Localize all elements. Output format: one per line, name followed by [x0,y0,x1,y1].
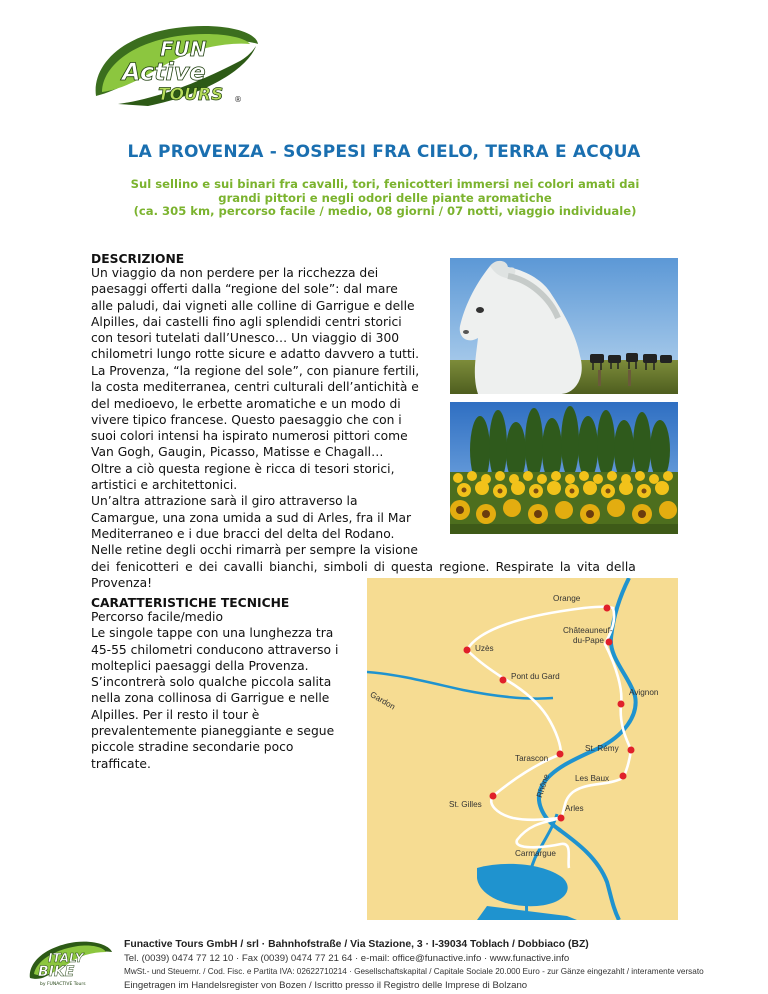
text-line: la costa mediterranea, centri culturali dell’antichità e [91,380,419,395]
text-line: Van Gogh, Gaugin, Picasso, Matisse e Chagall… [91,445,384,460]
svg-text:TOURS: TOURS [158,85,224,105]
map-label-st-remy: St. Rémy [585,744,619,753]
map-label-les-baux: Les Baux [575,774,610,783]
description-paragraph-2 [91,363,439,559]
white-horse-photo [450,258,678,394]
text-line: vivere tipico francese. Questo paesaggio che con i [91,412,402,427]
text-line: chilometri lungo rotte sicure e adatto davvero a tutti. [91,347,420,362]
svg-text:®: ® [234,95,242,104]
text-line: alle paludi, dai vigneti alle colline di Garrigue e delle [91,298,415,313]
footer-register: Eingetragen im Handelsregister von Bozen / Iscritto presso il Registro delle Imprese di Bolzano [124,979,528,991]
map-label-uzes: Uzès [475,644,494,653]
map-label-arles: Arles [565,804,584,813]
text-line: artistici e architettonici. [91,478,238,493]
text-line: suoi colori intensi ha ispirato numerosi pittori come [91,429,408,444]
text-line: S’incontrerà solo qualche piccola salita [91,675,332,690]
fun-active-tours-logo [88,18,263,110]
text-line: La Provenza, “la regione del sole”, con pianure fertili, [91,364,420,378]
text-line: Nelle retine degli occhi rimarrà per sempre la visione [91,543,418,558]
italy-bike-logo [24,938,114,990]
text-line: Oltre a ciò questa regione è ricca di tesori storici, [91,461,395,476]
map-label-rhone: Rhône [535,773,552,799]
stop-chateauneuf [606,639,613,646]
map-label-tarascon: Tarascon [515,754,549,763]
map-label-chateauneuf: Châteauneuf- [563,626,613,635]
text-line: del medioevo, le erbette aromatiche e un modo di [91,396,401,411]
text-line: Un viaggio da non perdere per la ricchezza dei [91,266,379,280]
footer-company: Funactive Tours GmbH / srl · Bahnhofstraße / Via Stazione, 3 · I-39034 Toblach / Dobbiaco (BZ) [124,939,589,950]
footer-contact: Tel. (0039) 0474 77 12 10 · Fax (0039) 0474 77 21 64 · e-mail: office@funactive.info · www.funactive.info [124,952,570,964]
stop-avignon [618,701,625,708]
text-line: Percorso facile/medio [91,610,223,624]
text-line: Provenza! [91,576,153,591]
stop-tarascon [557,751,564,758]
sunflower-field-photo [450,402,678,534]
text-line: Un’altra attrazione sarà il giro attraverso la [91,494,358,509]
stop-arles [558,815,565,822]
map-label-chateauneuf-2: du-Pape [573,636,604,645]
footer-tax: MwSt.- und Steuernr. / Cod. Fisc. e Partita IVA: 02622710214 · Gesellschaftskapital / Capitale Sociale 20.000 Euro - zur Gänze eingezahlt / interamente versato [124,967,704,977]
svg-text:ITALY: ITALY [48,951,84,965]
stop-st-gilles [490,793,497,800]
text-line: Le singole tappe con una lunghezza tra [91,626,334,641]
text-line: prevalentemente pianeggiante e segue [91,724,335,739]
stop-pont-du-gard [500,677,507,684]
subtitle-line: Sul sellino e sui binari fra cavalli, tori, fenicotteri immersi nei colori amati dai [130,177,640,191]
stop-st-remy [628,747,635,754]
stop-uzes [464,647,471,654]
description-paragraph-1 [91,265,439,363]
map-label-gardon: Gardon [368,690,397,712]
map-label-avignon: Avignon [629,688,659,697]
map-label-pont-du-gard: Pont du Gard [511,672,560,681]
text-line: dei fenicotteri e dei cavalli bianchi, simboli di questa regione. Respirate la vita della [91,560,636,574]
map-label-orange: Orange [553,594,581,603]
text-line: Camargue, una zona umida a sud di Arles, fra il Mar [91,510,412,525]
route-map [367,578,678,920]
svg-text:by FUNACTIVE Tours: by FUNACTIVE Tours [40,982,86,987]
text-line: Mediterraneo e i due bracci del delta del Rodano. [91,526,395,541]
text-line: 45-55 chilometri conducono attraverso i [91,642,339,657]
subtitle-line: (ca. 305 km, percorso facile / medio, 08 giorni / 07 notti, viaggio individuale) [133,204,637,218]
svg-text:Active: Active [122,58,206,86]
description-heading: DESCRIZIONE [91,252,185,266]
text-line: molteplici paesaggi della Provenza. [91,658,309,673]
text-line: Alpilles, dai castelli fino agli splendidi centri storici [91,314,402,329]
text-line: Alpilles. Per il resto il tour è [91,707,260,722]
stop-les-baux [620,773,627,780]
svg-text:BIKE: BIKE [38,964,75,980]
map-label-camargue: Carmargue [515,849,556,858]
technical-heading: CARATTERISTICHE TECNICHE [91,596,290,610]
text-line: con tesori tutelati dall’Unesco… Un viaggio di 300 [91,331,400,346]
technical-paragraph [91,609,355,772]
subtitle-line: grandi pittori e negli odori delle piante aromatiche [218,190,552,205]
text-line: piccole stradine secondarie poco [91,740,294,755]
subtitle [60,178,710,219]
text-line: trafficate. [91,756,151,771]
footer [124,938,764,992]
map-label-st-gilles: St. Gilles [449,800,482,809]
svg-text:FUN: FUN [160,37,207,61]
text-line: paesaggi offerti dalla “regione del sole”: dal mare [91,282,398,297]
text-line: nella zona collinosa di Garrigue e nelle [91,691,330,706]
page-title: LA PROVENZA - SOSPESI FRA CIELO, TERRA E ACQUA [127,142,641,162]
stop-orange [604,605,611,612]
